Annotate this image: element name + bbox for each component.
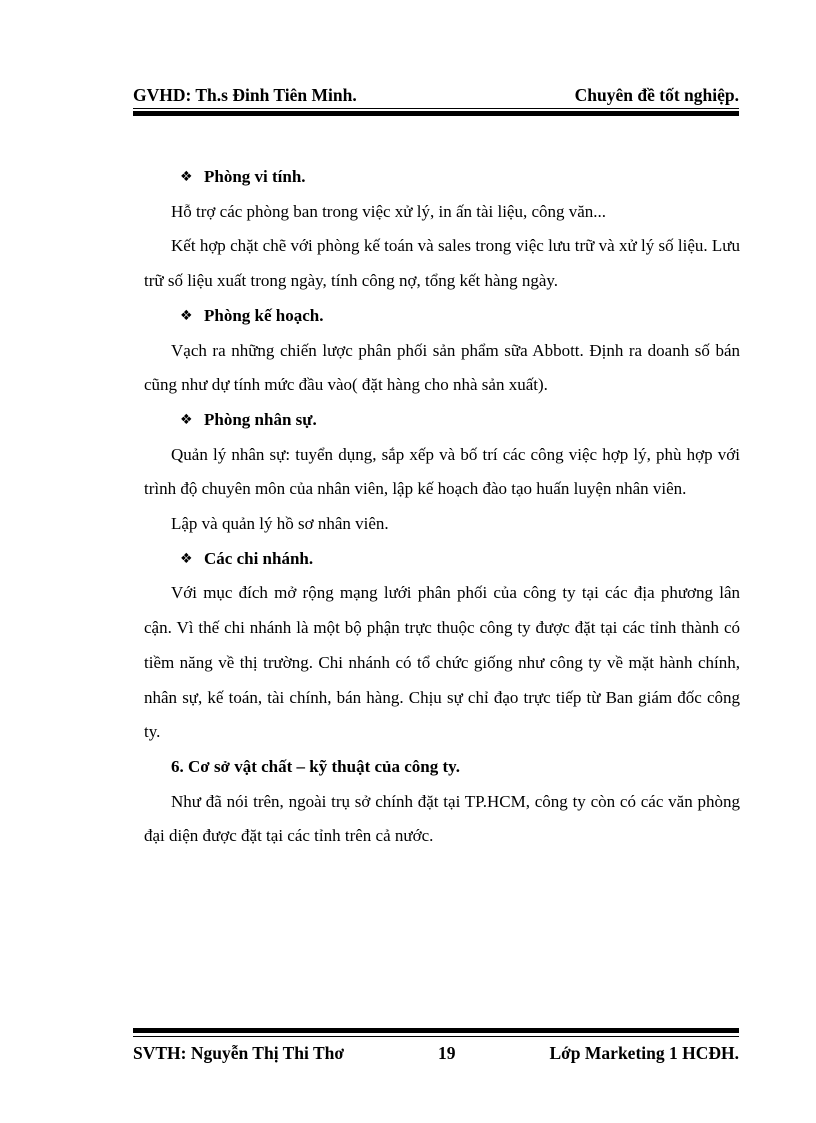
paragraph: Với mục đích mở rộng mạng lưới phân phối của công ty tại các địa phương lân cận. Vì thế chi nhánh là một bộ phận trực thuộc công ty được đặt tại các tỉnh thành có tiềm năng về thị trường. Chi nhánh có tổ chức giống như công ty về mặt hành chính, nhân sự, kế toán, tài chính, bán hàng. Chịu sự chỉ đạo trực tiếp từ Ban giám đốc công ty.	[144, 583, 740, 742]
section-title: Phòng vi tính.	[204, 167, 306, 186]
footer-student: SVTH: Nguyễn Thị Thi Thơ	[133, 1043, 345, 1063]
paragraph: Kết hợp chặt chẽ với phòng kế toán và sales trong việc lưu trữ và xử lý số liệu. Lưu trữ số liệu xuất trong ngày, tính công nợ, tổng kết hàng ngày.	[144, 236, 740, 291]
diamond-bullet-icon: ❖	[180, 307, 193, 324]
footer-divider-thick	[133, 1028, 739, 1033]
diamond-bullet-icon: ❖	[180, 169, 193, 185]
header-document-title: Chuyên đề tốt nghiệp.	[574, 85, 739, 105]
page-number: 19	[438, 1043, 456, 1063]
paragraph: Lập và quản lý hồ sơ nhân viên.	[171, 514, 389, 534]
section-title: Phòng nhân sự.	[204, 409, 317, 429]
section-heading-planning-room	[144, 299, 740, 334]
footer-divider-thin	[133, 1036, 739, 1037]
page-footer	[133, 1042, 739, 1066]
page-body	[144, 160, 740, 854]
paragraph: Như đã nói trên, ngoài trụ sở chính đặt tại TP.HCM, công ty còn có các văn phòng đại diện được đặt tại các tỉnh trên cả nước.	[144, 791, 740, 846]
header-divider-thick	[133, 111, 739, 116]
paragraph: Quản lý nhân sự: tuyển dụng, sắp xếp và bố trí các công việc hợp lý, phù hợp với trình độ chuyên môn của nhân viên, lập kế hoạch đào tạo huấn luyện nhân viên.	[144, 444, 740, 499]
diamond-bullet-icon: ❖	[180, 550, 193, 567]
footer-class: Lớp Marketing 1 HCĐH.	[549, 1043, 739, 1063]
section-title: Các chi nhánh.	[204, 548, 314, 568]
header-advisor: GVHD: Th.s Đinh Tiên Minh.	[133, 85, 357, 105]
section-heading-facilities: 6. Cơ sở vật chất – kỹ thuật của công ty.	[171, 756, 460, 776]
section-heading-branches	[144, 542, 740, 577]
paragraph: Hỗ trợ các phòng ban trong việc xử lý, in ấn tài liệu, công văn...	[171, 201, 607, 221]
header-divider-thin	[133, 108, 739, 109]
diamond-bullet-icon: ❖	[180, 411, 193, 428]
page-header	[133, 81, 739, 109]
section-heading-computer-room	[144, 160, 740, 195]
section-heading-hr-room	[144, 403, 740, 438]
section-title: Phòng kế hoạch.	[204, 305, 324, 325]
paragraph: Vạch ra những chiến lược phân phối sản phẩm sữa Abbott. Định ra doanh số bán cũng như dự tính mức đầu vào( đặt hàng cho nhà sản xuất).	[144, 340, 740, 395]
